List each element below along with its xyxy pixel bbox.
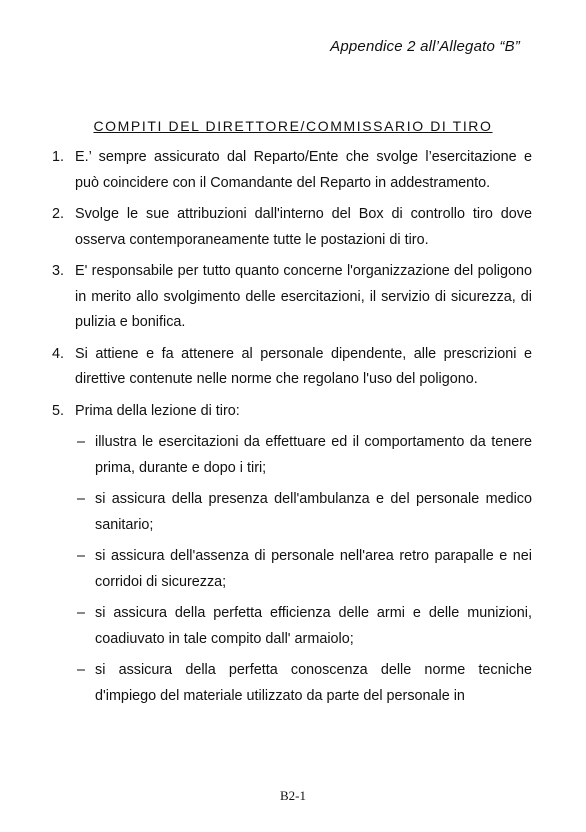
item-text: Si attiene e fa attenere al personale dipendente, alle prescrizioni e direttive contenute nelle norme che regolano l'uso del poligono. xyxy=(75,345,532,387)
dash-marker: – xyxy=(77,434,86,450)
sublist-item-text: si assicura dell'assenza di personale nell'area retro parapalle e nei corridoi di sicurezza; xyxy=(95,548,532,590)
dash-marker: – xyxy=(77,605,86,621)
dash-marker: – xyxy=(77,662,86,678)
sublist-item xyxy=(75,544,532,595)
appendix-header: Appendice 2 all’Allegato “B” xyxy=(330,38,520,55)
item-text: Svolge le sue attribuzioni dall'interno del Box di controllo tiro dove osserva contemporaneamente tutte le postazioni di tiro. xyxy=(75,206,532,248)
item-number: 5. xyxy=(52,402,65,419)
sublist-item xyxy=(75,601,532,652)
list-item xyxy=(52,145,532,196)
dash-marker: – xyxy=(77,491,86,507)
dash-marker: – xyxy=(77,548,86,564)
item-number: 2. xyxy=(52,206,65,222)
sublist-item xyxy=(75,658,532,709)
pre-lesson-sublist xyxy=(75,430,532,709)
sublist-item-text: si assicura della perfetta efficienza delle armi e delle munizioni, coadiuvato in tale compito dall' armaiolo; xyxy=(95,605,532,647)
item-number: 1. xyxy=(52,149,65,165)
sublist-item xyxy=(75,430,532,481)
sublist-item-text: illustra le esercitazioni da effettuare ed il comportamento da tenere prima, durante e dopo i tiri; xyxy=(95,434,532,476)
list-item xyxy=(52,259,532,336)
item-text: E' responsabile per tutto quanto concerne l'organizzazione del poligono in merito allo svolgimento delle esercitazioni, il servizio di sicurezza, di pulizia e bonifica. xyxy=(75,263,532,330)
duties-list xyxy=(52,145,532,715)
list-item xyxy=(52,202,532,253)
item-number: 4. xyxy=(52,345,65,362)
document-title: COMPITI DEL DIRETTORE/COMMISSARIO DI TIRO xyxy=(93,118,493,134)
page-number: B2-1 xyxy=(280,788,306,803)
list-item xyxy=(52,342,532,393)
sublist-item xyxy=(75,487,532,538)
item-text: E.’ sempre assicurato dal Reparto/Ente che svolge l’esercitazione e può coincidere con il Comandante del Reparto in addestramento. xyxy=(75,149,532,191)
item-text: Prima della lezione di tiro: xyxy=(75,402,240,419)
list-item xyxy=(52,399,532,710)
sublist-item-text: si assicura della presenza dell'ambulanza e del personale medico sanitario; xyxy=(95,491,532,533)
sublist-item-text: si assicura della perfetta conoscenza delle norme tecniche d'impiego del materiale utilizzato da parte del personale in xyxy=(95,662,532,704)
item-number: 3. xyxy=(52,263,65,279)
